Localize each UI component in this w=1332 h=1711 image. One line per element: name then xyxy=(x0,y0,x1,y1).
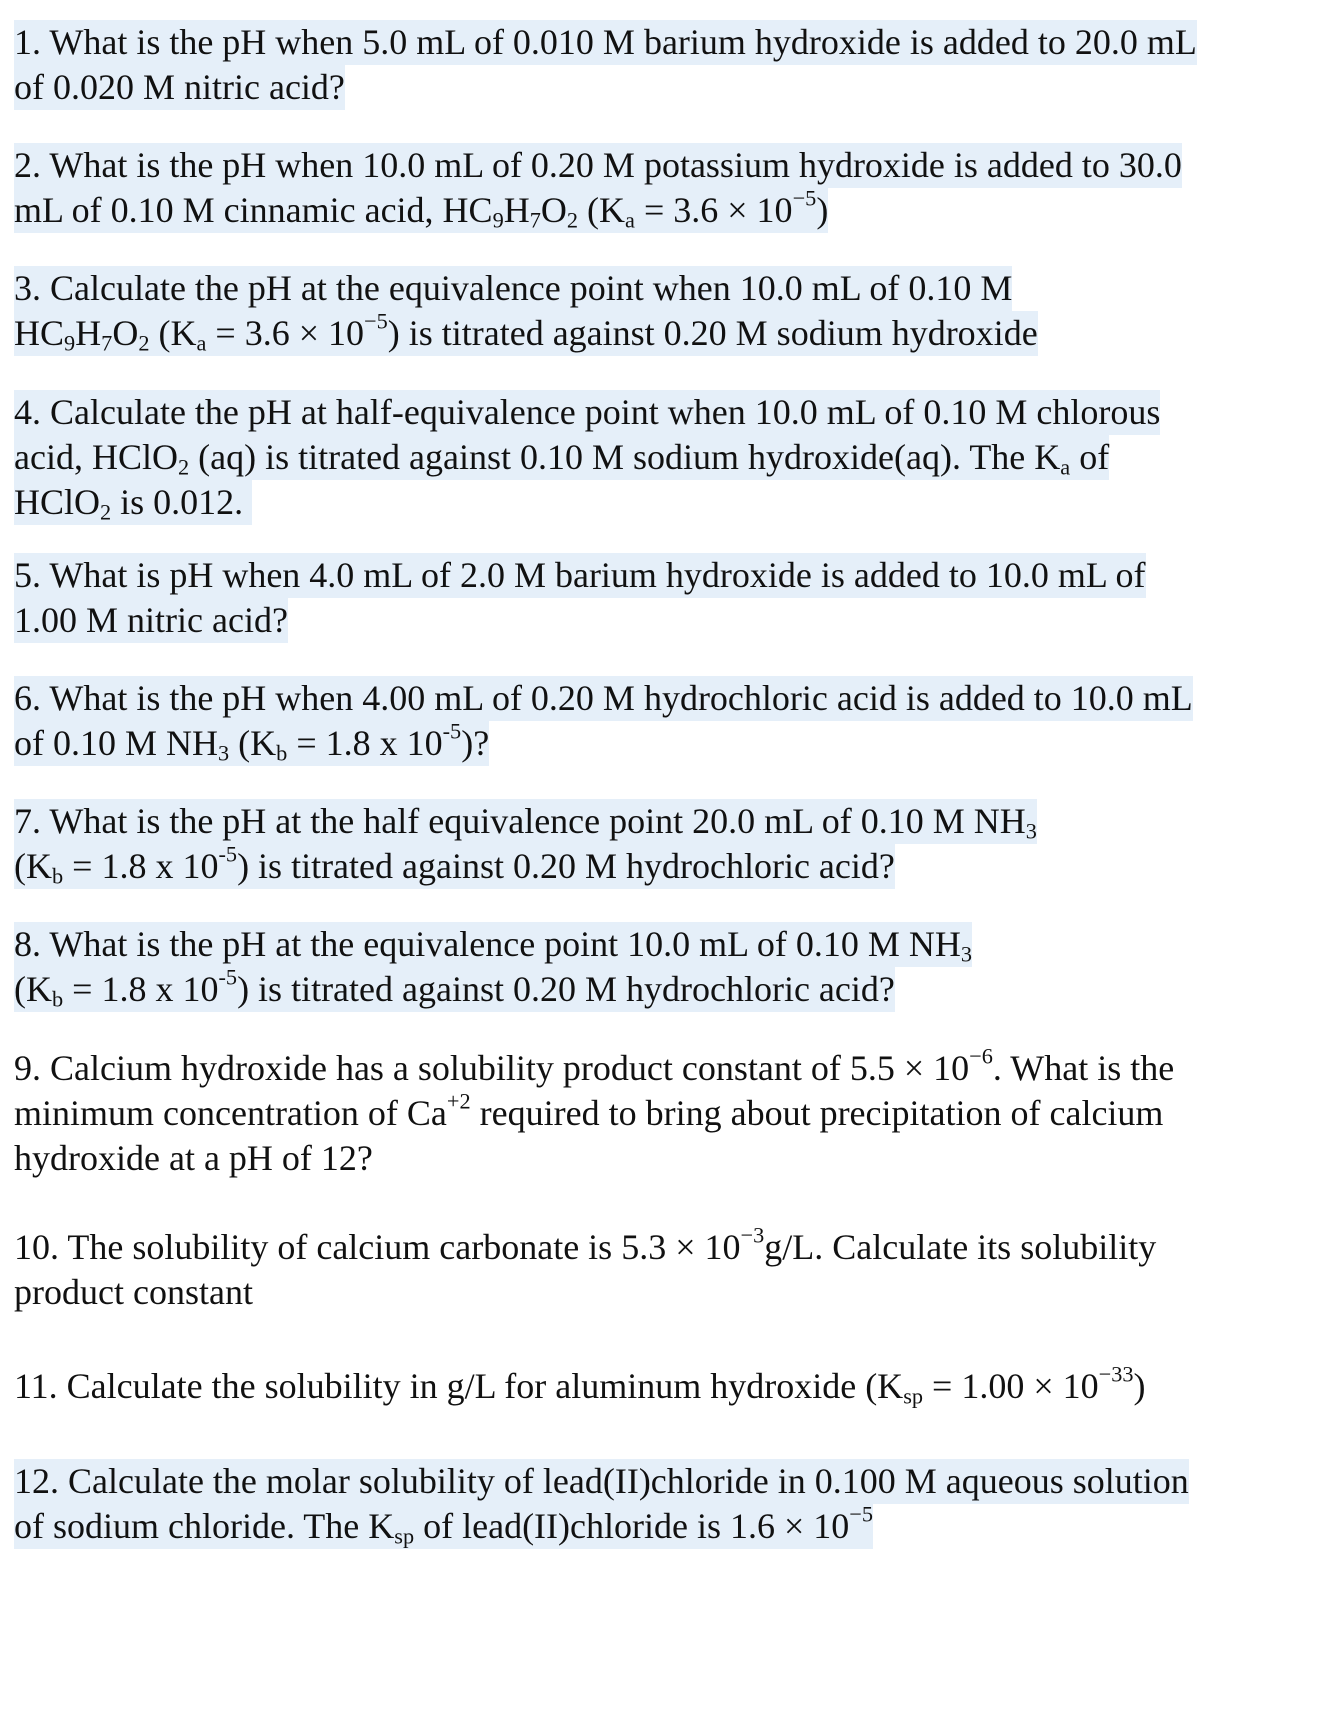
question-text: required to bring about precipitation of calcium xyxy=(470,1093,1164,1133)
formula-part: HC xyxy=(14,313,65,353)
formula-part: (K xyxy=(14,846,52,886)
formula-part: O xyxy=(540,190,567,230)
question-text: ) is titrated against 0.20 M hydrochloric acid? xyxy=(237,846,895,886)
question-text: What is pH when 4.0 mL of 2.0 M barium hydroxide is added to 10.0 mL of xyxy=(49,555,1146,595)
superscript: −5 xyxy=(792,185,817,211)
question-text: hydroxide at a pH of 12? xyxy=(14,1138,373,1178)
subscript: 3 xyxy=(960,941,972,967)
question-number: 9. xyxy=(14,1048,41,1088)
formula-part: = 3.6 × 10 xyxy=(634,190,793,230)
question-text: Calculate the pH at the equivalence point when 10.0 mL of 0.10 M xyxy=(50,268,1013,308)
superscript: −6 xyxy=(969,1043,993,1069)
question-text: of 0.10 M NH xyxy=(14,723,218,763)
question-text: What is the pH at the half equivalence point 20.0 mL of 0.10 M NH xyxy=(49,801,1026,841)
superscript: +2 xyxy=(446,1088,471,1114)
question-10 xyxy=(14,1222,1314,1315)
formula-part: )? xyxy=(461,723,490,763)
subscript: a xyxy=(1060,454,1071,480)
question-number: 1. xyxy=(14,22,41,62)
subscript: sp xyxy=(903,1383,924,1409)
subscript: 7 xyxy=(529,207,541,233)
question-text: ) is titrated against 0.20 M hydrochloric acid? xyxy=(237,969,895,1009)
question-2 xyxy=(14,143,1314,233)
question-number: 11. xyxy=(14,1366,58,1406)
formula-part: ) xyxy=(816,190,829,230)
superscript: −33 xyxy=(1098,1361,1134,1387)
formula-part: (K xyxy=(14,969,52,1009)
question-text: of 0.020 M nitric acid? xyxy=(14,67,345,107)
formula-part: HClO xyxy=(14,482,101,522)
question-text: What is the pH when 5.0 mL of 0.010 M barium hydroxide is added to 20.0 mL xyxy=(49,22,1197,62)
question-text: What is the pH at the equivalence point 10.0 mL of 0.10 M NH xyxy=(49,924,961,964)
question-5 xyxy=(14,553,1314,643)
question-number: 7. xyxy=(14,801,41,841)
question-text: Calcium hydroxide has a solubility product constant of 5.5 × 10 xyxy=(50,1048,970,1088)
question-text: of xyxy=(1070,437,1110,477)
question-text: minimum concentration of Ca xyxy=(14,1093,447,1133)
question-8 xyxy=(14,922,1314,1012)
question-6 xyxy=(14,676,1314,766)
formula-part: = 1.8 x 10 xyxy=(63,969,219,1009)
subscript: 2 xyxy=(100,499,112,525)
subscript: a xyxy=(625,207,635,233)
question-number: 3. xyxy=(14,268,41,308)
question-text: What is the pH when 10.0 mL of 0.20 M potassium hydroxide is added to 30.0 xyxy=(49,145,1182,185)
question-text: The solubility of calcium carbonate is 5.3 × 10 xyxy=(67,1227,741,1267)
formula-part: (K xyxy=(578,190,626,230)
superscript: -5 xyxy=(442,718,462,744)
question-1 xyxy=(14,20,1314,110)
subscript: b xyxy=(52,863,64,889)
question-number: 8. xyxy=(14,924,41,964)
question-text: 1.00 M nitric acid? xyxy=(14,600,288,640)
formula-part: = 3.6 × 10 xyxy=(206,313,364,353)
question-text: Calculate the solubility in g/L for aluminum hydroxide (K xyxy=(66,1366,904,1406)
subscript: 2 xyxy=(138,330,150,356)
subscript: 7 xyxy=(101,330,113,356)
question-4 xyxy=(14,390,1314,525)
superscript: −3 xyxy=(740,1222,765,1248)
subscript: 2 xyxy=(566,207,579,233)
question-number: 5. xyxy=(14,555,41,595)
superscript: -5 xyxy=(218,841,238,867)
question-text: ) is titrated against 0.20 M sodium hydroxide xyxy=(387,313,1038,353)
question-text: product constant xyxy=(14,1272,253,1312)
subscript: b xyxy=(52,986,64,1012)
question-number: 12. xyxy=(14,1461,59,1501)
question-9 xyxy=(14,1043,1314,1181)
subscript: sp xyxy=(394,1523,415,1549)
question-text: acid, HClO xyxy=(14,437,178,477)
formula-part: H xyxy=(75,313,102,353)
formula-part: = 1.00 × 10 xyxy=(923,1366,1099,1406)
question-11 xyxy=(14,1361,1314,1409)
question-3 xyxy=(14,266,1314,356)
question-12 xyxy=(14,1459,1314,1549)
formula-part: (K xyxy=(149,313,197,353)
subscript: 9 xyxy=(492,207,504,233)
formula-part: O xyxy=(112,313,139,353)
formula-part: = 1.8 x 10 xyxy=(63,846,219,886)
question-7 xyxy=(14,799,1314,889)
question-number: 2. xyxy=(14,145,41,185)
question-text: of lead(II)chloride is 1.6 × 10 xyxy=(414,1506,850,1546)
subscript: 2 xyxy=(177,454,190,480)
formula-part: (K xyxy=(229,723,277,763)
subscript: 9 xyxy=(64,330,76,356)
subscript: b xyxy=(276,740,288,766)
question-text: mL of 0.10 M cinnamic acid, HC xyxy=(14,190,493,230)
question-number: 10. xyxy=(14,1227,59,1267)
question-number: 6. xyxy=(14,678,41,718)
question-text: is 0.012. xyxy=(111,482,244,522)
question-text: Calculate the molar solubility of lead(II)chloride in 0.100 M aqueous solution xyxy=(68,1461,1189,1501)
formula-part: = 1.8 x 10 xyxy=(287,723,443,763)
question-number: 4. xyxy=(14,392,41,432)
question-text: Calculate the pH at half-equivalence point when 10.0 mL of 0.10 M chlorous xyxy=(50,392,1161,432)
subscript: a xyxy=(196,330,207,356)
subscript: 3 xyxy=(1025,818,1037,844)
question-text: of sodium chloride. The K xyxy=(14,1506,395,1546)
subscript: 3 xyxy=(218,740,230,766)
formula-part: H xyxy=(503,190,530,230)
question-text: What is the pH when 4.00 mL of 0.20 M hydrochloric acid is added to 10.0 mL xyxy=(49,678,1193,718)
question-text: g/L. Calculate its solubility xyxy=(764,1227,1157,1267)
superscript: −5 xyxy=(364,308,388,334)
superscript: -5 xyxy=(218,964,238,990)
formula-part: ) xyxy=(1133,1366,1146,1406)
superscript: −5 xyxy=(849,1501,874,1527)
question-text: . What is the xyxy=(992,1048,1175,1088)
question-text: (aq) is titrated against 0.10 M sodium hydroxide(aq). The K xyxy=(189,437,1061,477)
